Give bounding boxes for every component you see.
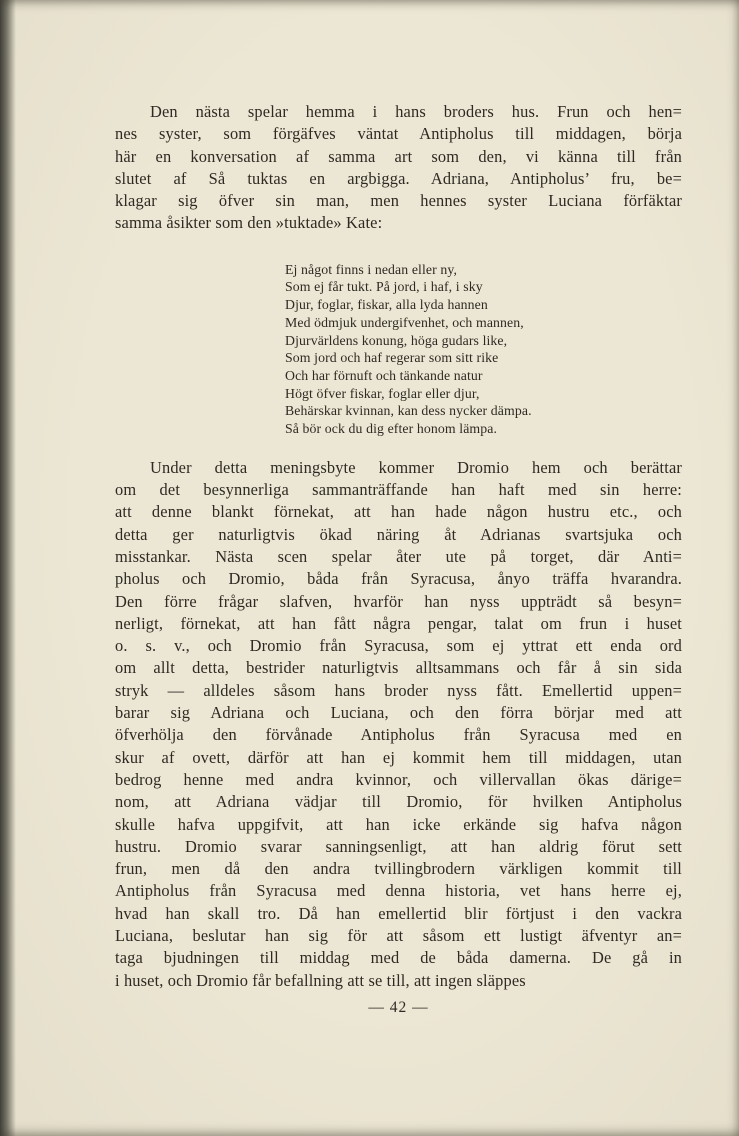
- text-line: om allt detta, bestrider naturligtvis alltsammans och får å sin sida: [115, 658, 682, 678]
- text-line: om det besynnerliga sammanträffande han haft med sin herre:: [115, 480, 682, 500]
- verse-line: Behärskar kvinnan, kan dess nycker dämpa.: [285, 403, 532, 419]
- verse-line: Ej något finns i nedan eller ny,: [285, 261, 458, 277]
- text-line: Under detta meningsbyte kommer Dromio hem och berättar: [150, 457, 682, 477]
- text-line: att denne blankt förnekat, att han hade någon hustru etc., och: [115, 502, 682, 522]
- text-column: [115, 101, 682, 1019]
- text-line: Antipholus från Syracusa med denna historia, vet hans herre ej,: [115, 881, 682, 901]
- verse-line: Högt öfver fiskar, foglar eller djur,: [285, 385, 480, 401]
- text-line: hustru. Dromio svarar sanningsenligt, att han aldrig förut sett: [115, 836, 682, 856]
- text-line: hvad han skall tro. Då han emellertid blir förtjust i den vackra: [115, 903, 682, 923]
- text-line: Den förre frågar slafven, hvarför han nyss uppträdt så besyn=: [115, 591, 682, 611]
- text-line: frun, men då den andra tvillingbrodern värkligen kommit till: [115, 859, 682, 879]
- text-line: stryk — alldeles såsom hans broder nyss fått. Emellertid uppen=: [115, 680, 682, 700]
- verse-line: Så bör ock du dig efter honom lämpa.: [285, 421, 498, 437]
- text-line: slutet af Så tuktas en argbigga. Adriana, Antipholus’ fru, be=: [115, 168, 682, 188]
- text-line: pholus och Dromio, båda från Syracusa, ånyo träffa hvarandra.: [115, 569, 682, 589]
- paragraph-main: [115, 457, 682, 992]
- text-line: misstankar. Nästa scen spelar åter ute på torget, där Anti=: [115, 547, 682, 566]
- text-line: skulle hafva uppgifvit, att han icke erkände sig hafva någon: [115, 814, 682, 834]
- verse-line: Med ödmjuk undergifvenhet, och mannen,: [285, 314, 524, 330]
- text-line: nes syster, som förgäfves väntat Antipholus till middagen, börja: [115, 124, 682, 144]
- text-line: barar sig Adriana och Luciana, och den förra börjar med att: [115, 703, 682, 723]
- verse-block: [285, 261, 682, 438]
- page-gutter-shadow: [0, 0, 16, 1136]
- verse-line: Djurvärldens konung, höga gudars like,: [285, 332, 508, 348]
- text-line: i huset, och Dromio får befallning att se till, att ingen släppes: [115, 970, 526, 990]
- text-line: skur af ovett, därför att han ej kommit hem till middagen, utan: [115, 747, 682, 767]
- verse-line: Djur, foglar, fiskar, alla lyda hannen: [285, 297, 488, 313]
- text-line: nerligt, förnekat, att han fått några pengar, talat om frun i huset: [115, 613, 682, 633]
- text-line: detta ger naturligtvis ökad näring åt Adrianas svartsjuka och: [115, 524, 682, 544]
- text-line: öfverhölja den förvånade Antipholus från Syracusa med en: [115, 725, 682, 745]
- text-line: här en konversation af samma art som den, vi känna till från: [115, 146, 682, 166]
- verse-line: Som jord och haf regerar som sitt rike: [285, 350, 499, 366]
- paragraph-intro: [115, 101, 682, 235]
- text-line: nom, att Adriana vädjar till Dromio, för hvilken Antipholus: [115, 792, 682, 812]
- text-line: bedrog henne med andra kvinnor, och villervallan ökas därige=: [115, 769, 682, 789]
- text-line: o. s. v., och Dromio från Syracusa, som ej yttrat ett enda ord: [115, 636, 682, 656]
- verse-line: Och har förnuft och tänkande natur: [285, 368, 483, 383]
- text-line: Den nästa spelar hemma i hans broders hus. Frun och hen=: [150, 102, 682, 121]
- text-line: taga bjudningen till middag med de båda damerna. De gå in: [115, 948, 682, 968]
- text-line: samma åsikter som den »tuktade» Kate:: [115, 213, 383, 233]
- text-line: Luciana, beslutar han sig för att såsom ett lustigt äfventyr an=: [115, 926, 682, 946]
- text-line: klagar sig öfver sin man, men hennes syster Luciana förfäktar: [115, 191, 682, 211]
- verse-line: Som ej får tukt. På jord, i haf, i sky: [285, 279, 483, 295]
- page-number: — 42 —: [368, 998, 429, 1016]
